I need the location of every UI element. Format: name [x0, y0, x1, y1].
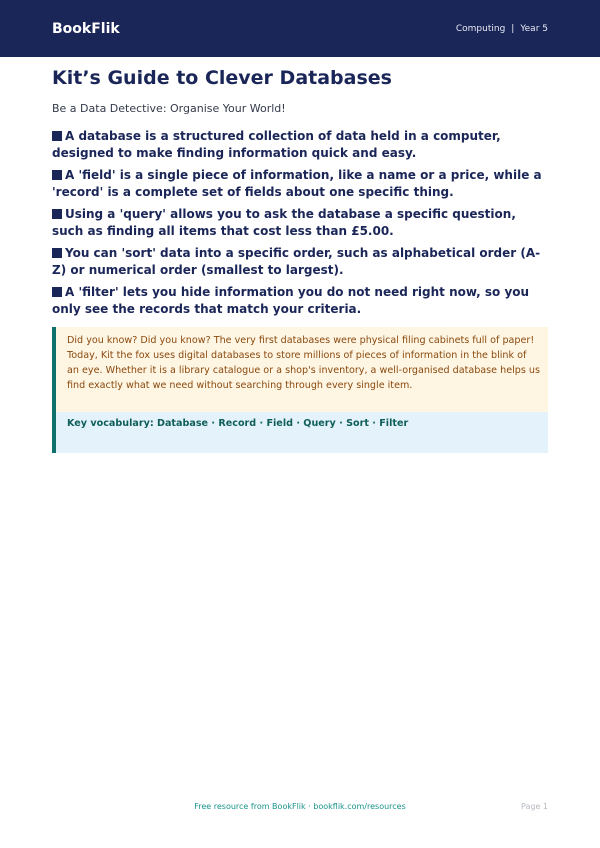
page-header	[0, 0, 600, 57]
bullet-text: A 'filter' lets you hide information you do not need right now, so you only see the records that match your criteria.	[52, 285, 530, 316]
bullet-list	[52, 128, 548, 318]
bullet-text: You can 'sort' data into a specific order, such as alphabetical order (A-Z) or numerical order (smallest to largest).	[52, 246, 541, 277]
page-subtitle: Be a Data Detective: Organise Your World!	[52, 102, 286, 115]
bullet-item	[52, 206, 548, 240]
square-bullet-icon	[52, 209, 62, 219]
bullet-text: Using a 'query' allows you to ask the database a specific question, such as finding all items that cost less than £5.00.	[52, 207, 516, 238]
footer-resource-link[interactable]: Free resource from BookFlik · bookflik.com/resources	[194, 802, 406, 811]
page-number: Page 1	[521, 802, 548, 811]
bullet-item	[52, 245, 548, 279]
fun-fact-box: Did you know? Did you know? The very first databases were physical filing cabinets full of paper! Today, Kit the fox uses digital databases to store millions of pieces of information in the blink of an eye. Whether it is a library catalogue or a shop's inventory, a well-organised database helps us find exactly what we need without searching through every single item.	[56, 327, 548, 412]
bullet-text: A database is a structured collection of data held in a computer, designed to make finding information quick and easy.	[52, 129, 501, 160]
bullet-item	[52, 284, 548, 318]
key-vocabulary-box: Key vocabulary: Database · Record · Field · Query · Sort · Filter	[56, 412, 548, 453]
header-meta	[456, 24, 548, 34]
bullet-item	[52, 167, 548, 201]
square-bullet-icon	[52, 131, 62, 141]
square-bullet-icon	[52, 287, 62, 297]
page-title: Kit’s Guide to Clever Databases	[52, 67, 392, 89]
main-content	[52, 64, 548, 453]
bullet-item	[52, 128, 548, 162]
square-bullet-icon	[52, 170, 62, 180]
bullet-text: A 'field' is a single piece of information, like a name or a price, while a 'record' is a complete set of fields about one specific thing.	[52, 168, 542, 199]
info-callout	[52, 327, 548, 453]
subject-label: Computing	[455, 23, 506, 34]
brand-logo[interactable]: BookFlik	[52, 20, 120, 37]
header-separator: |	[511, 23, 515, 34]
page-footer	[52, 802, 548, 814]
year-label: Year 5	[520, 23, 548, 34]
square-bullet-icon	[52, 248, 62, 258]
